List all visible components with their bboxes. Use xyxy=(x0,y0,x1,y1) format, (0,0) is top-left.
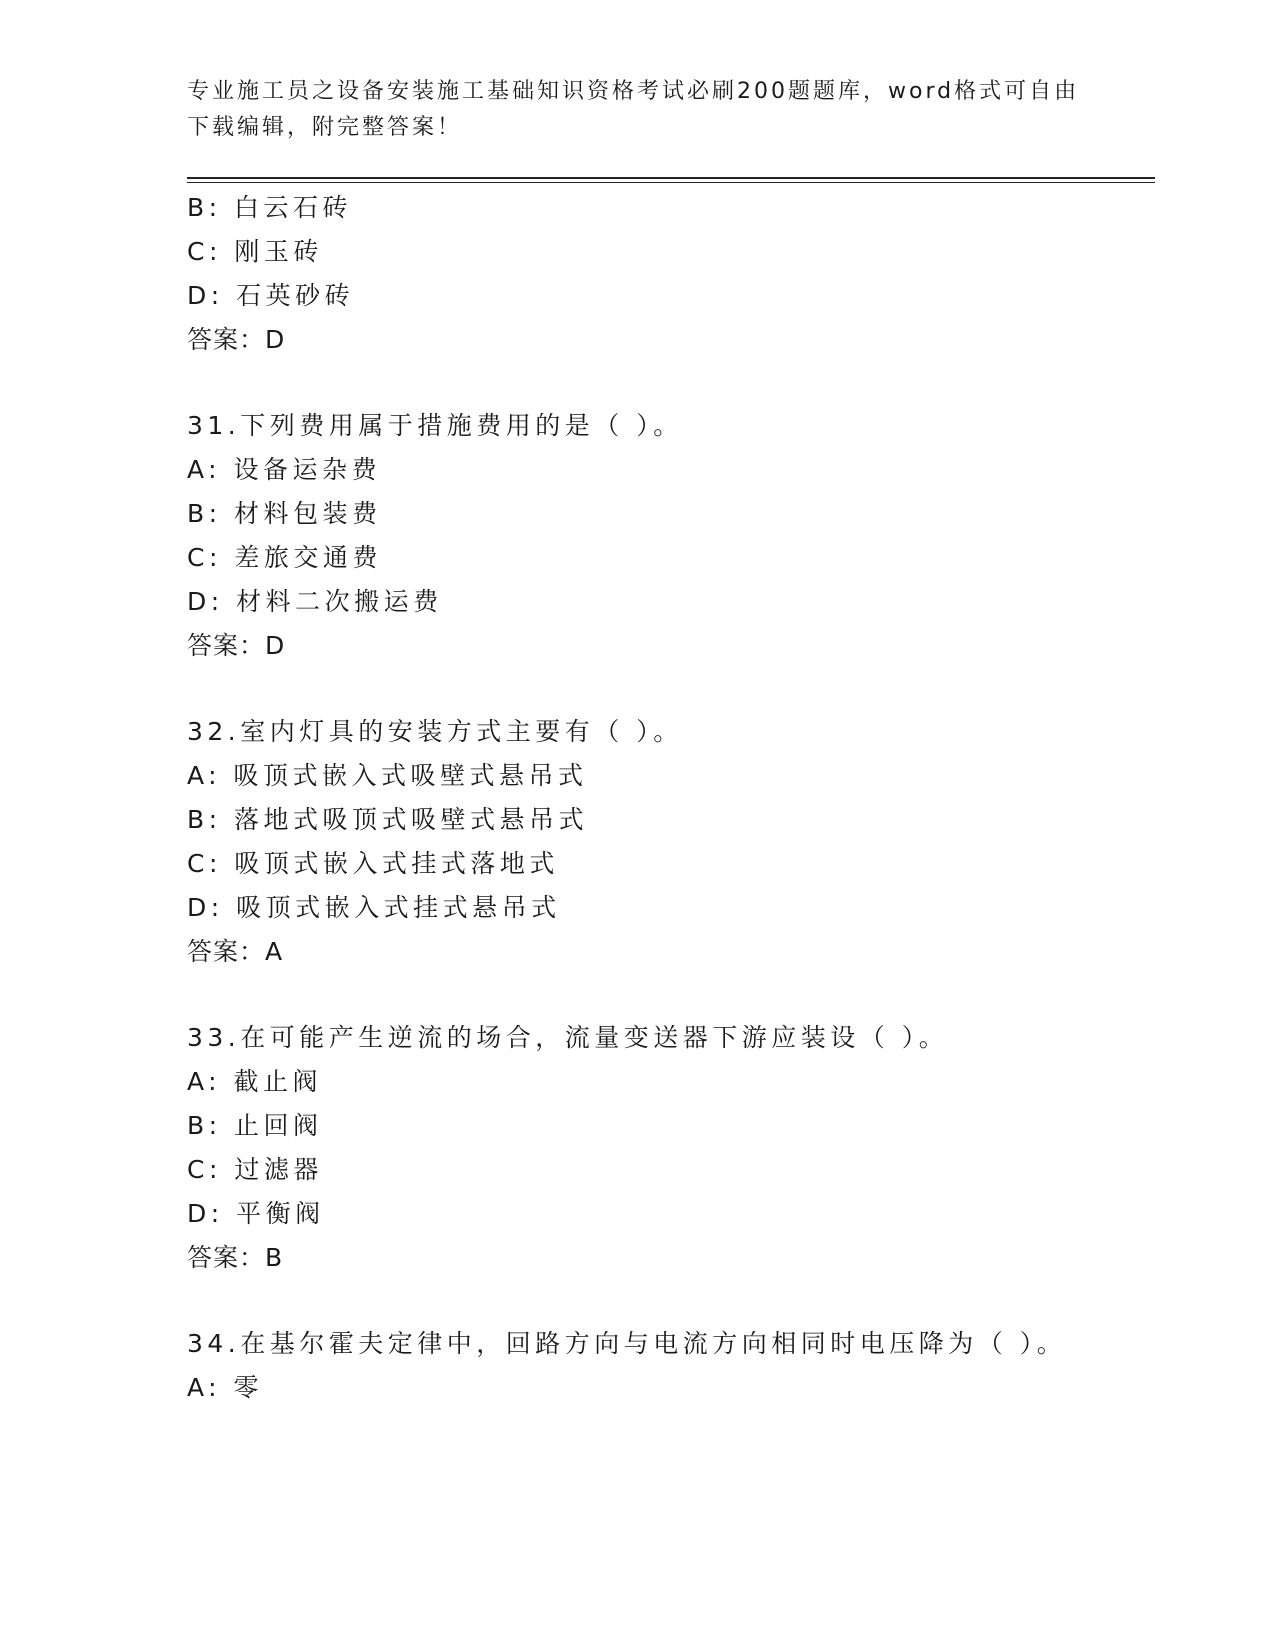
q31-option-a: A: 设备运杂费 xyxy=(187,455,382,484)
header-divider-thin xyxy=(187,182,1155,183)
q34-option-a: A: 零 xyxy=(187,1373,264,1402)
q33-option-a: A: 截止阀 xyxy=(187,1067,323,1096)
q32-option-a: A: 吸顶式嵌入式吸壁式悬吊式 xyxy=(187,761,588,790)
q33-option-c: C: 过滤器 xyxy=(187,1155,323,1184)
q33-answer: 答案：B xyxy=(187,1243,284,1272)
q31-stem: 31.下列费用属于措施费用的是（ ）。 xyxy=(187,411,683,440)
q31-option-d: D: 材料二次搬运费 xyxy=(187,587,443,616)
q33-option-d: D: 平衡阀 xyxy=(187,1199,325,1228)
q31-option-b: B: 材料包装费 xyxy=(187,499,382,528)
q30-option-d: D: 石英砂砖 xyxy=(187,281,355,310)
header-title-line-1: 专业施工员之设备安装施工基础知识资格考试必刷200题题库，word格式可自由 xyxy=(187,79,1080,104)
q32-stem: 32.室内灯具的安装方式主要有（ ）。 xyxy=(187,717,683,746)
q32-option-b: B: 落地式吸顶式吸壁式悬吊式 xyxy=(187,805,589,834)
q33-option-b: B: 止回阀 xyxy=(187,1111,323,1140)
q31-answer: 答案：D xyxy=(187,631,286,660)
q31-option-c: C: 差旅交通费 xyxy=(187,543,382,572)
header-title-line-2: 下载编辑，附完整答案！ xyxy=(187,115,463,140)
q32-answer: 答案：A xyxy=(187,937,284,966)
q30-option-b: B: 白云石砖 xyxy=(187,193,353,222)
q30-option-c: C: 刚玉砖 xyxy=(187,237,323,266)
q34-stem: 34.在基尔霍夫定律中，回路方向与电流方向相同时电压降为（ ）。 xyxy=(187,1329,1067,1358)
document-header xyxy=(187,74,1087,146)
q32-option-d: D: 吸顶式嵌入式挂式悬吊式 xyxy=(187,893,561,922)
q30-answer: 答案：D xyxy=(187,325,286,354)
header-divider-thick xyxy=(187,177,1155,179)
q32-option-c: C: 吸顶式嵌入式挂式落地式 xyxy=(187,849,559,878)
q33-stem: 33.在可能产生逆流的场合，流量变送器下游应装设（ ）。 xyxy=(187,1023,949,1052)
